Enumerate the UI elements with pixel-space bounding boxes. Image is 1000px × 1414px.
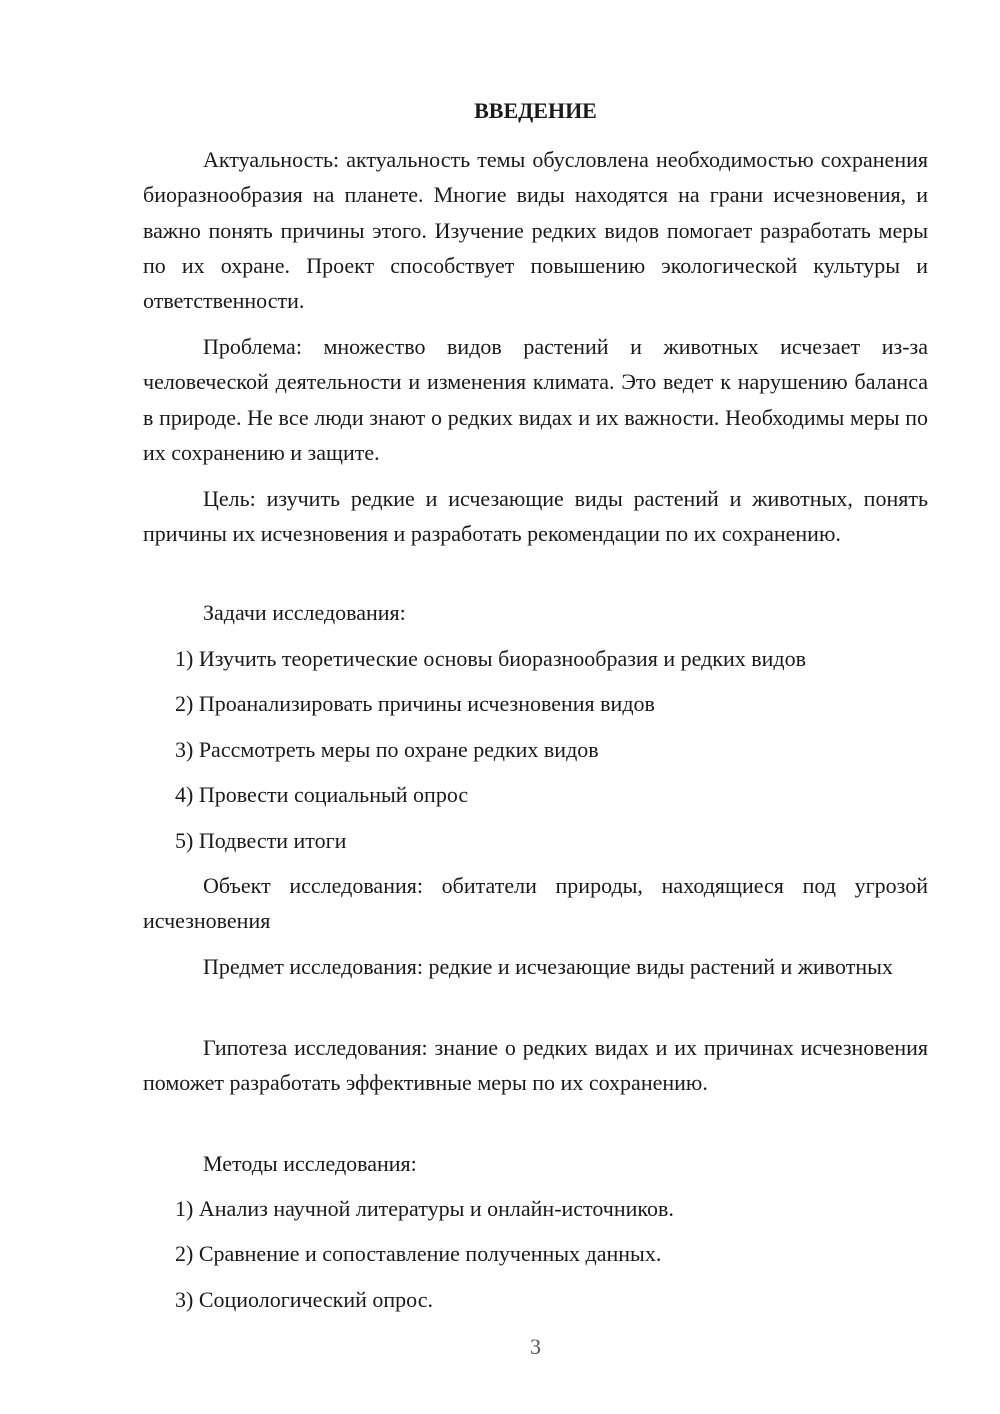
methods-heading: Методы исследования: — [203, 1151, 417, 1176]
relevance-paragraph: Актуальность: актуальность темы обусловлена необходимостью сохранения биоразнообразия на планете. Многие виды находятся на грани исчезновения, и важно понять причины этого. Изучение редких видов помогает разработать меры по их охране. Проект способствует повышению экологической культуры и ответственности. — [143, 147, 928, 314]
method-item-2: 2) Сравнение и сопоставление полученных данных. — [175, 1241, 662, 1266]
task-item-1: 1) Изучить теоретические основы биоразнообразия и редких видов — [175, 646, 806, 671]
page-number: 3 — [530, 1334, 541, 1359]
subject-paragraph: Предмет исследования: редкие и исчезающие виды растений и животных — [203, 954, 893, 979]
goal-paragraph: Цель: изучить редкие и исчезающие виды растений и животных, понять причины их исчезновения и разработать рекомендации по их сохранению. — [143, 486, 928, 547]
task-item-5: 5) Подвести итоги — [175, 828, 347, 853]
method-item-1: 1) Анализ научной литературы и онлайн-источников. — [175, 1196, 674, 1221]
task-item-4: 4) Провести социальный опрос — [175, 782, 469, 807]
document-page — [143, 0, 928, 1414]
method-item-3: 3) Социологический опрос. — [175, 1287, 433, 1312]
problem-paragraph: Проблема: множество видов растений и животных исчезает из-за человеческой деятельности и изменения климата. Это ведет к нарушению баланса в природе. Не все люди знают о редких видах и их важности. Необходимы меры по их сохранению и защите. — [143, 334, 928, 465]
page-title: ВВЕДЕНИЕ — [474, 98, 597, 123]
hypothesis-paragraph: Гипотеза исследования: знание о редких видах и их причинах исчезновения поможет разработать эффективные меры по их сохранению. — [143, 1035, 928, 1096]
object-paragraph: Объект исследования: обитатели природы, находящиеся под угрозой исчезновения — [143, 873, 928, 934]
tasks-heading: Задачи исследования: — [203, 600, 406, 625]
task-item-2: 2) Проанализировать причины исчезновения видов — [175, 691, 655, 716]
task-item-3: 3) Рассмотреть меры по охране редких видов — [175, 737, 599, 762]
